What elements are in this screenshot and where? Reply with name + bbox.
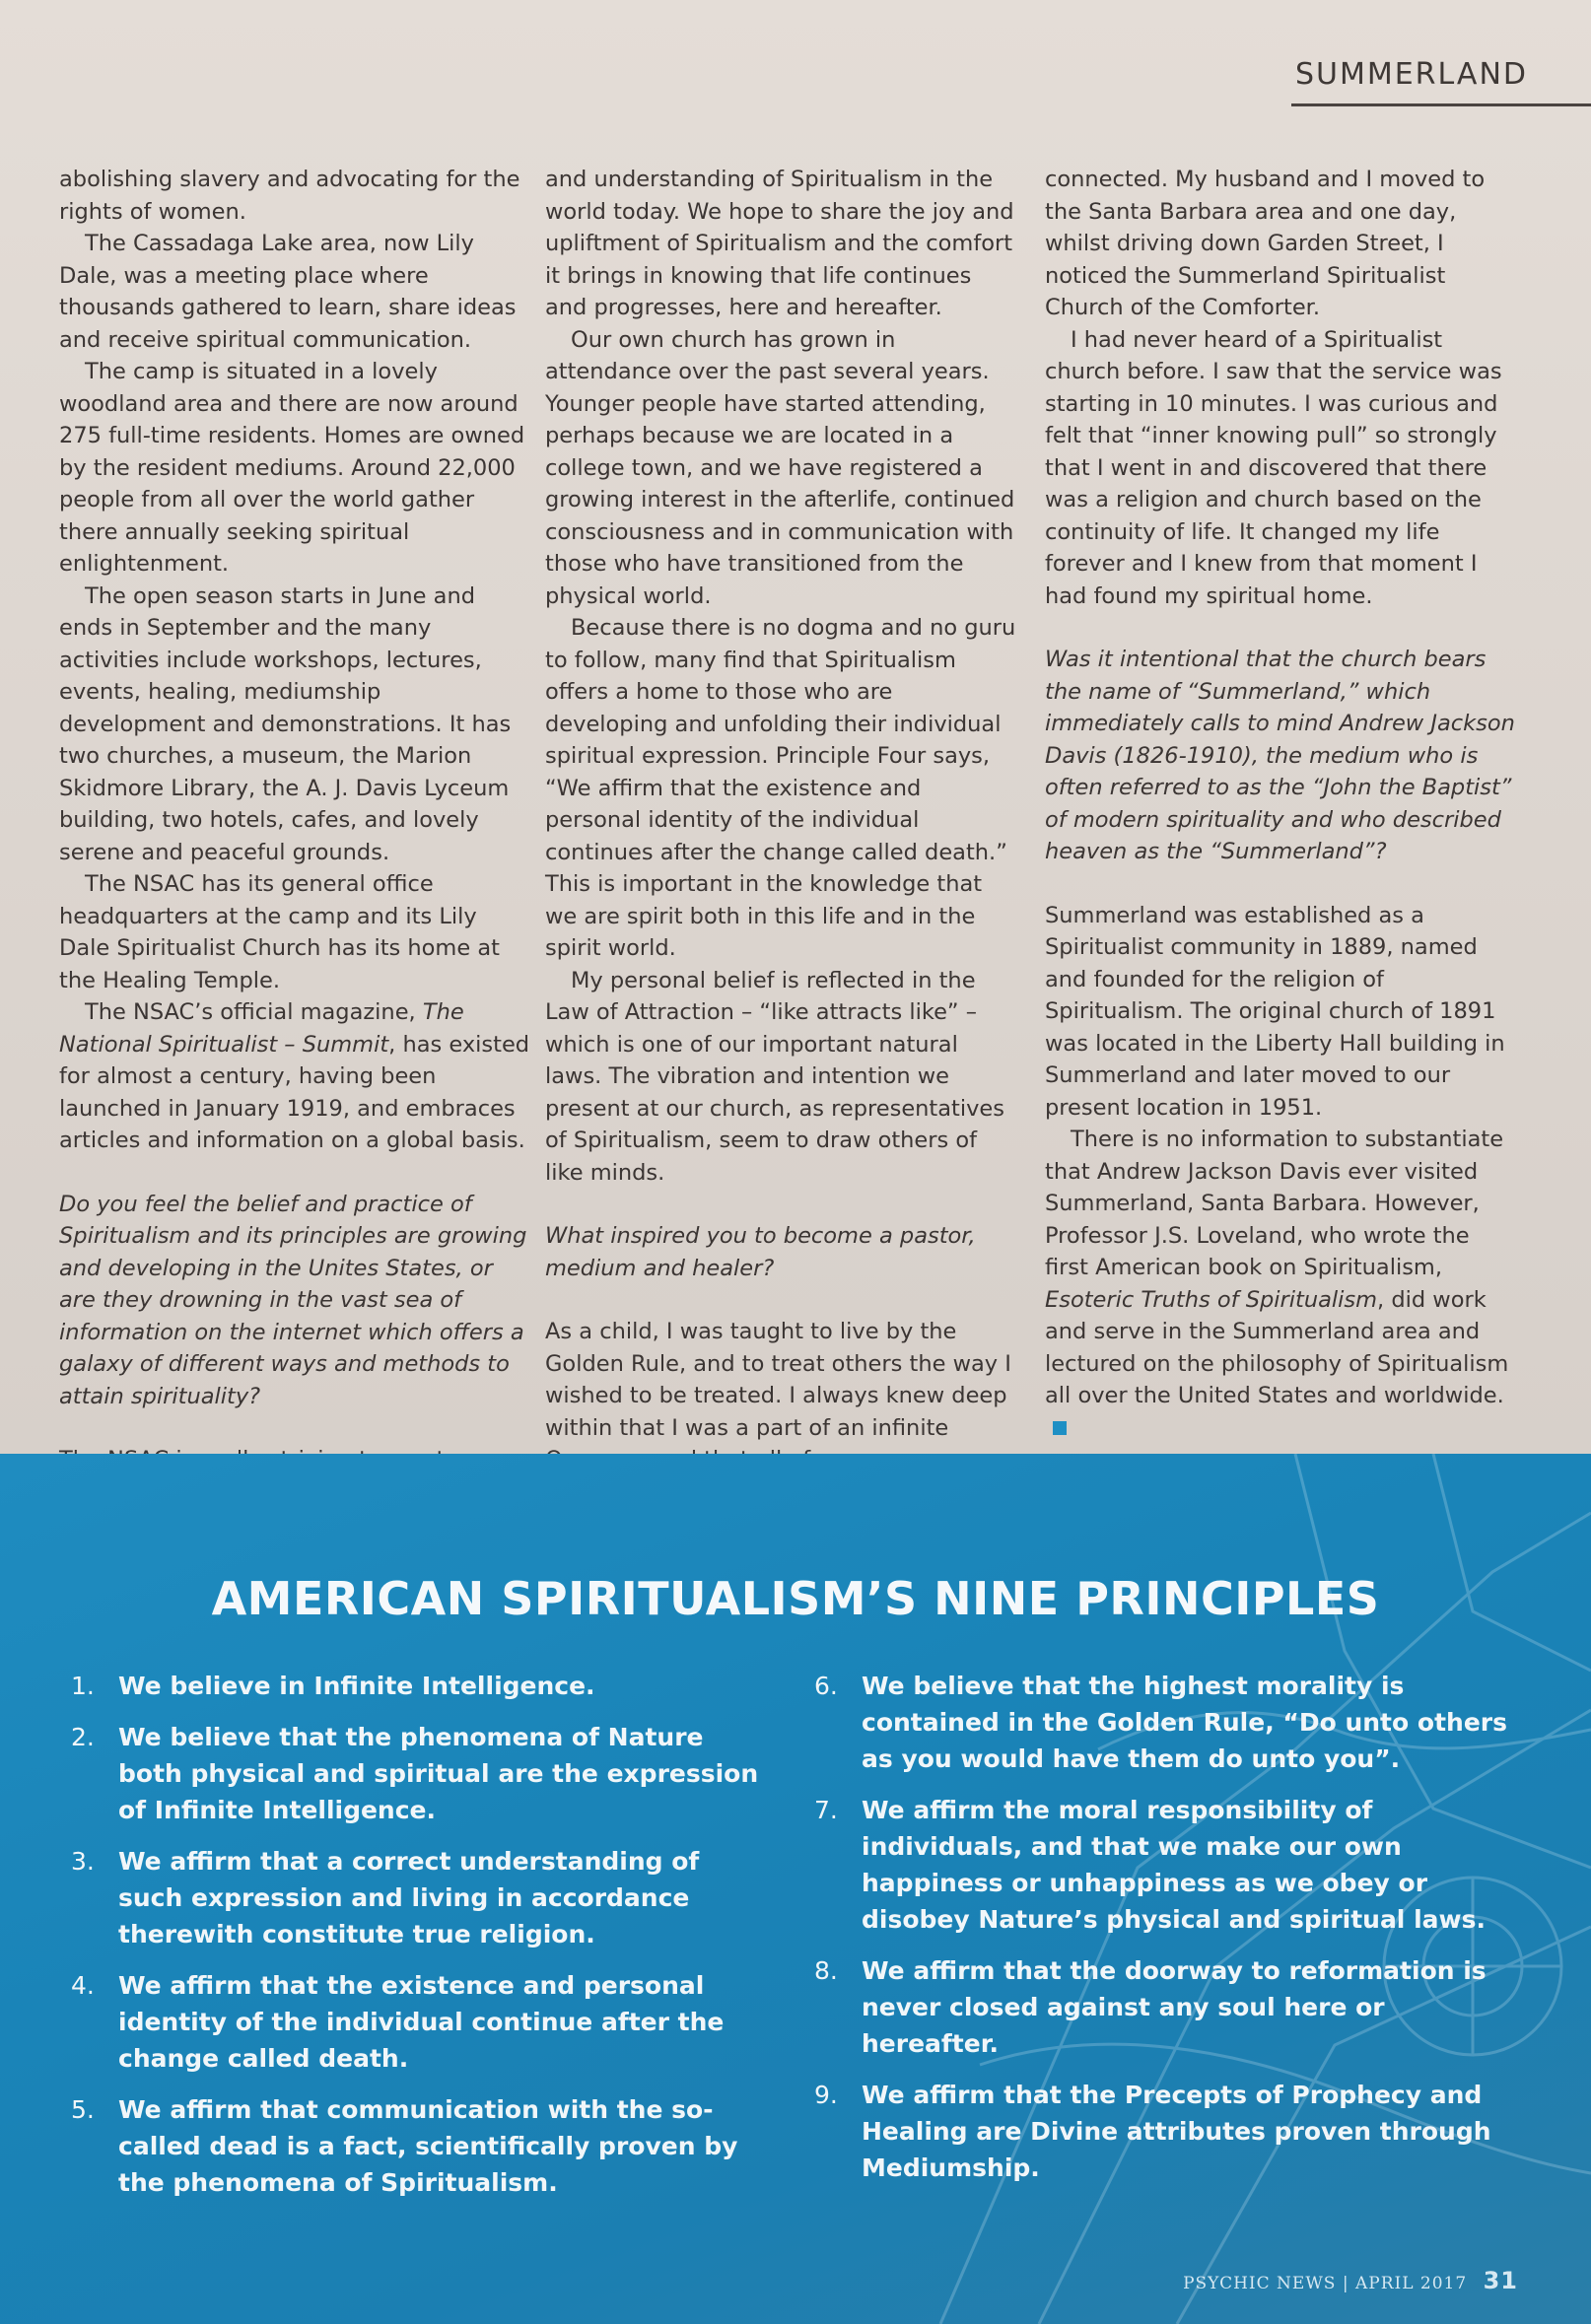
paragraph: As a child, I was taught to live by the Golden Rule, and to treat others the way I wished to be treated. I always knew deep within that I was a part of an infinite [545,1319,1011,1441]
paragraph: abolishing slavery and advocating for the rights of women. [59,167,520,225]
principle-text: We believe that the phenomena of Nature both physical and spiritual are the expression of Infinite Intelligence. [118,1723,759,1824]
principle-text: We affirm that a correct understanding of such expression and living in accordance therewith constitute true religion. [118,1847,700,1948]
text: , did work and serve in the Summerland area and lectured on the philosophy of Spiritualism all over the United States and worldwide. [1045,1286,1509,1408]
column-1 [59,164,532,1508]
principle-item [71,2091,761,2201]
interview-question: What inspired you to become a pastor, medium and healer? [545,1223,976,1281]
principle-item [814,1952,1524,2062]
principle-number: 2. [71,1723,95,1751]
principle-text: We believe that the highest morality is contained in the Golden Rule, “Do unto others as you would have them do unto you”. [862,1672,1507,1773]
page-footer [1183,2267,1518,2294]
interview-question: Was it intentional that the church bears the name of “Summerland,” which immediately calls to mind Andrew Jackson Davis (1826-1910), the medium who is often referred to as the “John the Baptist” of modern spirituality and who described heaven as the “Summerland”? [1045,647,1515,864]
column-3 [1045,164,1518,1444]
paragraph: The open season starts in June and ends in September and the many activities include workshops, lectures, events, healing, mediumship development and demonstrations. It has two churches, a museum, the Marion Skidmore Library, the A. J. Davis Lyceum building, two hotels, cafes, and lovely serene and peaceful grounds. [59,582,512,865]
column-2 [545,164,1018,1476]
principle-item [814,2077,1524,2186]
principle-text: We affirm the moral responsibility of individuals, and that we make our own happiness or unhappiness as we obey or disobey Nature’s physical and spiritual laws. [862,1796,1486,1934]
paragraph: My personal belief is reflected in the Law of Attraction – “like attracts like” – which is one of our important natural laws. The vibration and intention we present at our church, as representatives of Spiritualism, seem to draw others of like minds. [545,967,1004,1186]
principles-list-left [71,1668,761,2216]
footer-separator: | [1342,2274,1349,2293]
principle-number: 3. [71,1847,95,1876]
paragraph: connected. My husband and I moved to the Santa Barbara area and one day, whilst driving down Garden Street, I noticed the Summerland Spiritualist Church of the Comforter. [1045,167,1486,320]
paragraph: The NSAC has its general office headquarters at the camp and its Lily Dale Spiritualist Church has its home at the Healing Temple. [59,871,500,993]
principle-number: 9. [814,2081,838,2109]
principles-panel [0,1454,1591,2324]
end-mark-icon [1053,1421,1067,1435]
principle-text: We believe in Infinite Intelligence. [118,1672,595,1700]
text: There is no information to substantiate that Andrew Jackson Davis ever visited Summerland, Santa Barbara. However, Professor J.S. Loveland, who wrote the first American book on Spiritualism, [1045,1127,1504,1280]
principle-item [71,1719,761,1828]
paragraph: Because there is no dogma and no guru to follow, many find that Spiritualism offers a home to those who are developing and unfolding their individual spiritual expression. Principle Four says, “We affirm that the existence and personal identity of the individual continues after the change called death.” This is important in the knowledge that we are spirit both in this life and in the spirit world. [545,615,1016,961]
principle-text: We affirm that the doorway to reformation is never closed against any soul here or hereafter. [862,1956,1487,2058]
interview-question: Do you feel the belief and practice of Spiritualism and its principles are growing and developing in the Unites States, or are they drowning in the vast sea of information on the internet which offers a galaxy of different ways and methods to attain spirituality? [59,1191,527,1409]
paragraph [59,996,532,1157]
book-title: Esoteric Truths of Spiritualism [1045,1286,1378,1313]
principle-item [71,1843,761,1952]
principle-text: We affirm that the existence and personal identity of the individual continue after the change called death. [118,1971,725,2073]
principle-number: 8. [814,1956,838,1985]
paragraph: I had never heard of a Spiritualist church before. I saw that the service was starting in 10 minutes. I was curious and felt that “inner knowing pull” so strongly that I went in and discovered that there was a religion and church based on the continuity of life. It changed my life forever and I knew from that moment I had found my spiritual home. [1045,326,1502,609]
magazine-title: The National Spiritualist – Summit [59,999,464,1058]
principles-title: AMERICAN SPIRITUALISM’S NINE PRINCIPLES [211,1572,1380,1625]
section-rule [1291,103,1591,106]
paragraph [1045,1124,1518,1444]
principle-number: 5. [71,2095,95,2124]
paragraph: Summerland was established as a Spiritualist community in 1889, named and founded for the religion of Spiritualism. The original church of 1891 was located in the Liberty Hall building in Summerland and later moved to our present location in 1951. [1045,902,1505,1121]
principles-list-right [814,1668,1524,2201]
paragraph: The Cassadaga Lake area, now Lily Dale, was a meeting place where thousands gathered to learn, share ideas and receive spiritual communication. [59,231,517,353]
page-number: 31 [1483,2267,1518,2294]
principle-number: 4. [71,1971,95,2000]
paragraph: The camp is situated in a lovely woodland area and there are now around 275 full-time residents. Homes are owned by the resident mediums. Around 22,000 people from all over the world gather there annually seeking spiritual enlightenment. [59,359,525,577]
paragraph: and understanding of Spiritualism in the world today. We hope to share the joy and upliftment of Spiritualism and the comfort it brings in knowing that life continues and progresses, here and hereafter. [545,167,1014,320]
principle-item [71,1967,761,2077]
issue-date: APRIL 2017 [1355,2274,1468,2293]
principle-item [814,1668,1524,1777]
principle-text: We affirm that the Precepts of Prophecy and Healing are Divine attributes proven through Mediumship. [862,2081,1491,2182]
principle-number: 1. [71,1672,95,1700]
paragraph: Our own church has grown in attendance over the past several years. Younger people have started attending, perhaps because we are located in a college town, and we have registered a growing interest in the afterlife, continued consciousness and in communication with those who have transitioned from the physical world. [545,326,1015,609]
principle-item [814,1792,1524,1938]
magazine-name: PSYCHIC NEWS [1183,2274,1337,2293]
text: , has existed for almost a century, having been launched in January 1919, and embraces articles and information on a global basis. [59,1031,530,1153]
principle-number: 6. [814,1672,838,1700]
section-label: SUMMERLAND [1294,57,1528,92]
text: The NSAC’s official magazine, [85,999,423,1025]
principle-text: We affirm that communication with the so-called dead is a fact, scientifically proven by the phenomena of Spiritualism. [118,2095,738,2197]
principle-item [71,1668,761,1704]
principle-number: 7. [814,1796,838,1824]
